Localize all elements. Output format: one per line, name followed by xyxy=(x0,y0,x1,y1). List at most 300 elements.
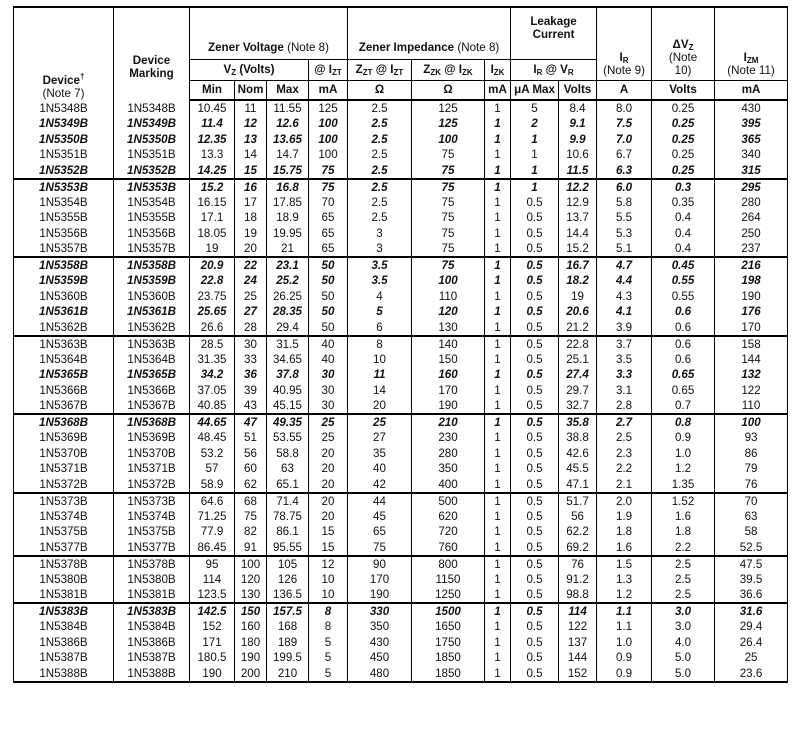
leakage-vr-cell: 9.9 xyxy=(559,132,597,148)
ir-cell: 1.6 xyxy=(597,540,652,556)
izm-cell: 132 xyxy=(715,367,788,383)
izm-cell: 110 xyxy=(715,398,788,414)
zzt-at-izt-subheader: $Z_{ZT}$ @ $I_{ZT}$ xyxy=(348,59,412,80)
device-cell: 1N5366B xyxy=(14,383,114,399)
izm-cell: 70 xyxy=(715,493,788,509)
vz-max-cell: 31.5 xyxy=(267,336,309,352)
vz-min-cell: 44.65 xyxy=(190,414,235,430)
leakage-vr-cell: 152 xyxy=(559,666,597,682)
leakage-ir-cell: 0.5 xyxy=(511,619,559,635)
izm-cell: 264 xyxy=(715,210,788,226)
marking-cell: 1N5349B xyxy=(114,116,190,132)
zzt-cell: 90 xyxy=(348,556,412,572)
marking-cell: 1N5357B xyxy=(114,241,190,257)
izm-cell: 29.4 xyxy=(715,619,788,635)
leakage-vr-cell: 38.8 xyxy=(559,430,597,446)
izk-cell: 1 xyxy=(485,241,511,257)
table-row xyxy=(14,116,788,132)
izm-cell: 76 xyxy=(715,477,788,493)
vz-min-cell: 123.5 xyxy=(190,587,235,603)
zzk-cell: 75 xyxy=(412,241,485,257)
zzk-cell: 190 xyxy=(412,398,485,414)
marking-cell: 1N5372B xyxy=(114,477,190,493)
table-row xyxy=(14,398,788,414)
marking-cell: 1N5378B xyxy=(114,556,190,572)
izt-cell: 65 xyxy=(309,226,348,242)
zzt-cell: 40 xyxy=(348,461,412,477)
izt-cell: 65 xyxy=(309,241,348,257)
vz-nom-cell: 25 xyxy=(235,289,267,305)
leakage-current-group-header: Leakage Current xyxy=(511,7,597,59)
izt-cell: 20 xyxy=(309,446,348,462)
izm-cell: 122 xyxy=(715,383,788,399)
zzk-cell: 800 xyxy=(412,556,485,572)
device-cell: 1N5358B xyxy=(14,257,114,273)
izm-cell: 340 xyxy=(715,147,788,163)
leakage-vr-cell: 45.5 xyxy=(559,461,597,477)
izm-cell: 365 xyxy=(715,132,788,148)
izm-cell: 250 xyxy=(715,226,788,242)
leakage-vr-cell: 22.8 xyxy=(559,336,597,352)
zener-voltage-group-header: Zener Voltage (Note 8) xyxy=(190,7,348,59)
zzt-cell: 190 xyxy=(348,587,412,603)
marking-cell: 1N5380B xyxy=(114,572,190,588)
vz-max-cell: 71.4 xyxy=(267,493,309,509)
vz-min-cell: 37.05 xyxy=(190,383,235,399)
table-row xyxy=(14,446,788,462)
vz-min-cell: 71.25 xyxy=(190,509,235,525)
marking-cell: 1N5373B xyxy=(114,493,190,509)
table-row xyxy=(14,587,788,603)
ir-cell: 7.0 xyxy=(597,132,652,148)
vz-nom-cell: 47 xyxy=(235,414,267,430)
leakage-ir-cell: 0.5 xyxy=(511,666,559,682)
zzk-cell: 170 xyxy=(412,383,485,399)
vz-max-cell: 26.25 xyxy=(267,289,309,305)
izt-cell: 25 xyxy=(309,414,348,430)
izm-cell: 93 xyxy=(715,430,788,446)
delta-vz-cell: 0.4 xyxy=(652,210,715,226)
leakage-vr-cell: 12.2 xyxy=(559,179,597,195)
zzk-cell: 75 xyxy=(412,147,485,163)
ir-cell: 5.8 xyxy=(597,195,652,211)
ir-cell: 3.3 xyxy=(597,367,652,383)
vz-nom-cell: 91 xyxy=(235,540,267,556)
leakage-ir-cell: 0.5 xyxy=(511,414,559,430)
delta-vz-cell: 0.25 xyxy=(652,147,715,163)
zzk-cell: 400 xyxy=(412,477,485,493)
izm-cell: 176 xyxy=(715,304,788,320)
izt-cell: 75 xyxy=(309,163,348,179)
table-row xyxy=(14,509,788,525)
izk-cell: 1 xyxy=(485,587,511,603)
izk-cell: 1 xyxy=(485,195,511,211)
zzt-cell: 2.5 xyxy=(348,116,412,132)
table-row xyxy=(14,100,788,116)
izt-cell: 40 xyxy=(309,352,348,368)
izk-cell: 1 xyxy=(485,572,511,588)
leakage-ir-cell: 2 xyxy=(511,116,559,132)
at-izt-subheader: @ $I_{ZT}$ xyxy=(309,59,348,80)
marking-cell: 1N5361B xyxy=(114,304,190,320)
izk-cell: 1 xyxy=(485,163,511,179)
vz-max-cell: 63 xyxy=(267,461,309,477)
vz-nom-cell: 16 xyxy=(235,179,267,195)
izm-cell: 47.5 xyxy=(715,556,788,572)
col-marking-header: Device Marking xyxy=(114,7,190,100)
ir-cell: 6.7 xyxy=(597,147,652,163)
vz-nom-cell: 28 xyxy=(235,320,267,336)
marking-cell: 1N5366B xyxy=(114,383,190,399)
vz-min-cell: 18.05 xyxy=(190,226,235,242)
vz-nom-cell: 160 xyxy=(235,619,267,635)
leakage-ir-cell: 0.5 xyxy=(511,477,559,493)
table-row xyxy=(14,367,788,383)
izk-cell: 1 xyxy=(485,477,511,493)
marking-cell: 1N5348B xyxy=(114,100,190,116)
leakage-ir-cell: 0.5 xyxy=(511,320,559,336)
leakage-vr-cell: 137 xyxy=(559,635,597,651)
unit-volts: Volts xyxy=(652,80,715,100)
izk-cell: 1 xyxy=(485,493,511,509)
vz-max-cell: 136.5 xyxy=(267,587,309,603)
izk-cell: 1 xyxy=(485,367,511,383)
vz-nom-cell: 11 xyxy=(235,100,267,116)
device-cell: 1N5370B xyxy=(14,446,114,462)
ir-cell: 8.0 xyxy=(597,100,652,116)
zzt-cell: 3.5 xyxy=(348,273,412,289)
izk-cell: 1 xyxy=(485,635,511,651)
izk-cell: 1 xyxy=(485,383,511,399)
device-cell: 1N5355B xyxy=(14,210,114,226)
izk-cell: 1 xyxy=(485,352,511,368)
zener-impedance-group-header: Zener Impedance (Note 8) xyxy=(348,7,511,59)
marking-cell: 1N5377B xyxy=(114,540,190,556)
izt-cell: 40 xyxy=(309,336,348,352)
leakage-ir-cell: 1 xyxy=(511,132,559,148)
izt-cell: 50 xyxy=(309,289,348,305)
vz-min-cell: 86.45 xyxy=(190,540,235,556)
table-row xyxy=(14,572,788,588)
vz-nom-cell: 200 xyxy=(235,666,267,682)
leakage-vr-cell: 42.6 xyxy=(559,446,597,462)
ir-cell: 0.9 xyxy=(597,666,652,682)
zzt-cell: 450 xyxy=(348,650,412,666)
ir-cell: 1.1 xyxy=(597,603,652,619)
izk-cell: 1 xyxy=(485,524,511,540)
ir-at-vr-subheader: $I_R$ @ $V_R$ xyxy=(511,59,597,80)
leakage-vr-cell: 69.2 xyxy=(559,540,597,556)
izm-cell: 63 xyxy=(715,509,788,525)
leakage-vr-cell: 21.2 xyxy=(559,320,597,336)
leakage-vr-cell: 56 xyxy=(559,509,597,525)
izm-cell: 23.6 xyxy=(715,666,788,682)
device-cell: 1N5365B xyxy=(14,367,114,383)
izm-cell: 100 xyxy=(715,414,788,430)
leakage-vr-cell: 76 xyxy=(559,556,597,572)
zzk-cell: 75 xyxy=(412,195,485,211)
leakage-vr-cell: 91.2 xyxy=(559,572,597,588)
izk-cell: 1 xyxy=(485,414,511,430)
vz-nom-cell: 19 xyxy=(235,226,267,242)
vz-min-cell: 190 xyxy=(190,666,235,682)
ir-cell: 3.9 xyxy=(597,320,652,336)
unit-ua-max: μA Max xyxy=(511,80,559,100)
ir-cell: 3.7 xyxy=(597,336,652,352)
table-row xyxy=(14,493,788,509)
leakage-ir-cell: 0.5 xyxy=(511,493,559,509)
ir-cell: 4.3 xyxy=(597,289,652,305)
izk-cell: 1 xyxy=(485,461,511,477)
ir-cell: 5.1 xyxy=(597,241,652,257)
delta-vz-cell: 0.4 xyxy=(652,226,715,242)
zzk-cell: 720 xyxy=(412,524,485,540)
izk-cell: 1 xyxy=(485,603,511,619)
leakage-vr-cell: 19 xyxy=(559,289,597,305)
marking-cell: 1N5354B xyxy=(114,195,190,211)
ir-cell: 5.3 xyxy=(597,226,652,242)
zzk-cell: 120 xyxy=(412,304,485,320)
vz-max-cell: 37.8 xyxy=(267,367,309,383)
izt-cell: 8 xyxy=(309,603,348,619)
ir-cell: 1.3 xyxy=(597,572,652,588)
zzt-cell: 25 xyxy=(348,414,412,430)
ir-cell: 6.3 xyxy=(597,163,652,179)
zzk-cell: 1650 xyxy=(412,619,485,635)
table-row xyxy=(14,179,788,195)
izt-cell: 30 xyxy=(309,383,348,399)
zzk-cell: 100 xyxy=(412,132,485,148)
vz-volts-subheader: $V_Z$ (Volts) xyxy=(190,59,309,80)
vz-max-cell: 105 xyxy=(267,556,309,572)
izm-cell: 58 xyxy=(715,524,788,540)
zzt-cell: 45 xyxy=(348,509,412,525)
izk-cell: 1 xyxy=(485,430,511,446)
zzt-cell: 27 xyxy=(348,430,412,446)
vz-min-cell: 12.35 xyxy=(190,132,235,148)
zzk-cell: 75 xyxy=(412,257,485,273)
device-cell: 1N5367B xyxy=(14,398,114,414)
izm-cell: 31.6 xyxy=(715,603,788,619)
vz-max-cell: 86.1 xyxy=(267,524,309,540)
vz-max-cell: 40.95 xyxy=(267,383,309,399)
zzt-cell: 3 xyxy=(348,226,412,242)
izk-cell: 1 xyxy=(485,132,511,148)
zzk-cell: 350 xyxy=(412,461,485,477)
ir-cell: 2.7 xyxy=(597,414,652,430)
izm-cell: 237 xyxy=(715,241,788,257)
marking-cell: 1N5369B xyxy=(114,430,190,446)
zzk-cell: 110 xyxy=(412,289,485,305)
izm-cell: 52.5 xyxy=(715,540,788,556)
marking-cell: 1N5351B xyxy=(114,147,190,163)
vz-nom-cell: 68 xyxy=(235,493,267,509)
leakage-vr-cell: 144 xyxy=(559,650,597,666)
leakage-ir-cell: 0.5 xyxy=(511,556,559,572)
vz-nom-cell: 12 xyxy=(235,116,267,132)
delta-vz-cell: 0.55 xyxy=(652,289,715,305)
izt-cell: 30 xyxy=(309,398,348,414)
ir-cell: 4.4 xyxy=(597,273,652,289)
leakage-ir-cell: 0.5 xyxy=(511,430,559,446)
izm-cell: 86 xyxy=(715,446,788,462)
ir-cell: 2.0 xyxy=(597,493,652,509)
delta-vz-cell: 0.55 xyxy=(652,273,715,289)
izt-cell: 12 xyxy=(309,556,348,572)
table-row xyxy=(14,383,788,399)
leakage-vr-cell: 35.8 xyxy=(559,414,597,430)
unit-ma: mA xyxy=(485,80,511,100)
zzk-cell: 150 xyxy=(412,352,485,368)
marking-cell: 1N5362B xyxy=(114,320,190,336)
vz-min-cell: 57 xyxy=(190,461,235,477)
izm-cell: 295 xyxy=(715,179,788,195)
device-cell: 1N5371B xyxy=(14,461,114,477)
ir-cell: 4.7 xyxy=(597,257,652,273)
marking-cell: 1N5355B xyxy=(114,210,190,226)
vz-min-cell: 28.5 xyxy=(190,336,235,352)
ir-cell: 6.0 xyxy=(597,179,652,195)
device-cell: 1N5387B xyxy=(14,650,114,666)
ir-cell: 2.1 xyxy=(597,477,652,493)
device-cell: 1N5378B xyxy=(14,556,114,572)
delta-vz-cell: 0.25 xyxy=(652,132,715,148)
ir-cell: 1.9 xyxy=(597,509,652,525)
device-cell: 1N5359B xyxy=(14,273,114,289)
leakage-vr-cell: 8.4 xyxy=(559,100,597,116)
izm-cell: 280 xyxy=(715,195,788,211)
table-row xyxy=(14,257,788,273)
izt-cell: 50 xyxy=(309,273,348,289)
vz-min-cell: 31.35 xyxy=(190,352,235,368)
delta-vz-cell: 5.0 xyxy=(652,650,715,666)
zzt-cell: 10 xyxy=(348,352,412,368)
vz-min-cell: 114 xyxy=(190,572,235,588)
vz-min-cell: 19 xyxy=(190,241,235,257)
ir-cell: 1.8 xyxy=(597,524,652,540)
table-row xyxy=(14,147,788,163)
table-body xyxy=(14,100,788,682)
vz-max-cell: 34.65 xyxy=(267,352,309,368)
vz-min-cell: 95 xyxy=(190,556,235,572)
ir-cell: 1.2 xyxy=(597,587,652,603)
zzt-cell: 44 xyxy=(348,493,412,509)
izk-cell: 1 xyxy=(485,320,511,336)
leakage-ir-cell: 0.5 xyxy=(511,572,559,588)
table-row xyxy=(14,635,788,651)
izm-cell: 79 xyxy=(715,461,788,477)
delta-vz-cell: 0.6 xyxy=(652,352,715,368)
leakage-vr-cell: 114 xyxy=(559,603,597,619)
table-row xyxy=(14,524,788,540)
table-row xyxy=(14,352,788,368)
izt-cell: 75 xyxy=(309,179,348,195)
izk-cell: 1 xyxy=(485,179,511,195)
vz-max-cell: 49.35 xyxy=(267,414,309,430)
zzt-cell: 480 xyxy=(348,666,412,682)
table-row xyxy=(14,273,788,289)
izm-cell: 36.6 xyxy=(715,587,788,603)
zzt-cell: 2.5 xyxy=(348,195,412,211)
vz-max-cell: 15.75 xyxy=(267,163,309,179)
delta-vz-cell: 2.5 xyxy=(652,572,715,588)
ir-cell: 4.1 xyxy=(597,304,652,320)
izk-cell: 1 xyxy=(485,650,511,666)
delta-vz-cell: 4.0 xyxy=(652,635,715,651)
table-row xyxy=(14,132,788,148)
izm-cell: 25 xyxy=(715,650,788,666)
vz-nom-cell: 60 xyxy=(235,461,267,477)
vz-nom-cell: 17 xyxy=(235,195,267,211)
izt-cell: 100 xyxy=(309,116,348,132)
vz-min-cell: 23.75 xyxy=(190,289,235,305)
zzk-cell: 620 xyxy=(412,509,485,525)
device-cell: 1N5352B xyxy=(14,163,114,179)
device-cell: 1N5350B xyxy=(14,132,114,148)
izt-cell: 100 xyxy=(309,147,348,163)
zzt-cell: 14 xyxy=(348,383,412,399)
vz-min-cell: 48.45 xyxy=(190,430,235,446)
leakage-ir-cell: 1 xyxy=(511,163,559,179)
zzk-cell: 140 xyxy=(412,336,485,352)
zzk-cell: 125 xyxy=(412,100,485,116)
device-cell: 1N5364B xyxy=(14,352,114,368)
ir-cell: 2.8 xyxy=(597,398,652,414)
vz-nom-cell: 100 xyxy=(235,556,267,572)
vz-nom-cell: 82 xyxy=(235,524,267,540)
device-cell: 1N5369B xyxy=(14,430,114,446)
unit-volts: Volts xyxy=(559,80,597,100)
izt-cell: 10 xyxy=(309,587,348,603)
zzk-cell: 75 xyxy=(412,179,485,195)
table-row xyxy=(14,477,788,493)
izt-cell: 8 xyxy=(309,619,348,635)
leakage-vr-cell: 62.2 xyxy=(559,524,597,540)
zzt-cell: 2.5 xyxy=(348,132,412,148)
device-cell: 1N5360B xyxy=(14,289,114,305)
leakage-vr-cell: 10.6 xyxy=(559,147,597,163)
vz-max-cell: 28.35 xyxy=(267,304,309,320)
unit-ohm: Ω xyxy=(412,80,485,100)
device-cell: 1N5374B xyxy=(14,509,114,525)
marking-cell: 1N5359B xyxy=(114,273,190,289)
leakage-vr-cell: 51.7 xyxy=(559,493,597,509)
leakage-vr-cell: 9.1 xyxy=(559,116,597,132)
leakage-vr-cell: 20.6 xyxy=(559,304,597,320)
leakage-ir-cell: 0.5 xyxy=(511,304,559,320)
marking-cell: 1N5387B xyxy=(114,650,190,666)
izm-cell: 158 xyxy=(715,336,788,352)
delta-vz-cell: 0.6 xyxy=(652,336,715,352)
delta-vz-cell: 0.8 xyxy=(652,414,715,430)
leakage-ir-cell: 5 xyxy=(511,100,559,116)
datasheet-table-region xyxy=(13,6,788,683)
leakage-vr-cell: 25.1 xyxy=(559,352,597,368)
device-cell: 1N5381B xyxy=(14,587,114,603)
delta-vz-cell: 0.65 xyxy=(652,383,715,399)
delta-vz-cell: 0.3 xyxy=(652,179,715,195)
vz-max-cell: 29.4 xyxy=(267,320,309,336)
table-row xyxy=(14,666,788,682)
device-cell: 1N5362B xyxy=(14,320,114,336)
table-row xyxy=(14,195,788,211)
vz-max-cell: 210 xyxy=(267,666,309,682)
vz-nom-cell: 51 xyxy=(235,430,267,446)
vz-nom-cell: 75 xyxy=(235,509,267,525)
izm-cell: 198 xyxy=(715,273,788,289)
leakage-ir-cell: 0.5 xyxy=(511,524,559,540)
table-row xyxy=(14,650,788,666)
